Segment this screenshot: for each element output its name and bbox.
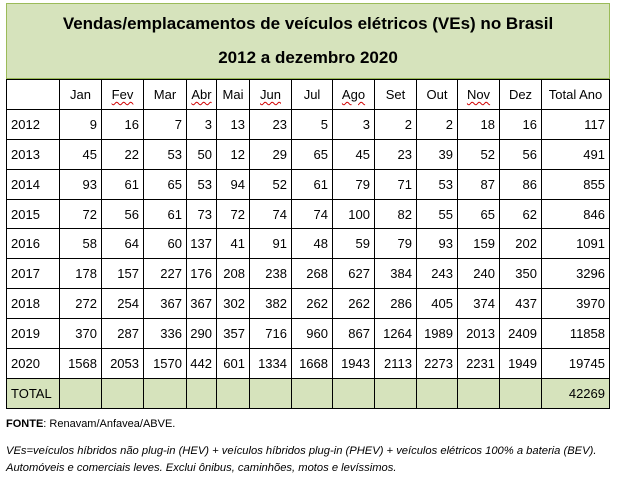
table-cell: 405 <box>417 289 458 319</box>
table-cell: 437 <box>500 289 542 319</box>
table-cell: 59 <box>333 229 375 259</box>
table-cell: 2113 <box>375 349 417 379</box>
table-cell: 357 <box>217 319 250 349</box>
total-cell <box>333 378 375 408</box>
table-cell: 100 <box>333 199 375 229</box>
column-header: Set <box>375 80 417 110</box>
table-row <box>7 109 610 139</box>
year-cell: 2018 <box>7 289 60 319</box>
year-cell: 2016 <box>7 229 60 259</box>
total-cell <box>500 378 542 408</box>
table-cell: 53 <box>144 139 187 169</box>
table-cell: 86 <box>500 169 542 199</box>
table-row <box>7 259 610 289</box>
header-label: Fev <box>111 86 134 102</box>
year-total-cell: 855 <box>542 169 610 199</box>
table-cell: 39 <box>417 139 458 169</box>
table-cell: 2013 <box>458 319 500 349</box>
table-cell: 93 <box>60 169 102 199</box>
total-row <box>7 378 610 408</box>
year-cell: 2013 <box>7 139 60 169</box>
column-header <box>333 80 375 110</box>
table-cell: 52 <box>458 139 500 169</box>
column-header: Dez <box>500 80 542 110</box>
header-label: Jun <box>260 86 281 102</box>
total-cell <box>217 378 250 408</box>
title-line-1: Vendas/emplacamentos de veículos elétricos (VEs) no Brasil <box>62 14 554 33</box>
table-cell: 374 <box>458 289 500 319</box>
year-cell: 2019 <box>7 319 60 349</box>
table-cell: 23 <box>250 109 292 139</box>
table-cell: 1570 <box>144 349 187 379</box>
table-cell: 50 <box>187 139 217 169</box>
table-row <box>7 169 610 199</box>
table-cell: 60 <box>144 229 187 259</box>
table-cell: 1943 <box>333 349 375 379</box>
table-cell: 56 <box>500 139 542 169</box>
grand-total-cell: 42269 <box>542 378 610 408</box>
table-cell: 262 <box>292 289 333 319</box>
source-line <box>6 418 175 430</box>
year-total-cell: 11858 <box>542 319 610 349</box>
total-label: TOTAL <box>7 378 60 408</box>
table-cell: 82 <box>375 199 417 229</box>
table-cell: 2409 <box>500 319 542 349</box>
total-cell <box>187 378 217 408</box>
table-cell: 178 <box>60 259 102 289</box>
total-cell <box>60 378 102 408</box>
table-cell: 56 <box>102 199 144 229</box>
table-cell: 79 <box>375 229 417 259</box>
table-cell: 1264 <box>375 319 417 349</box>
column-header: Out <box>417 80 458 110</box>
year-cell: 2014 <box>7 169 60 199</box>
table-cell: 442 <box>187 349 217 379</box>
table-cell: 262 <box>333 289 375 319</box>
table-cell: 176 <box>187 259 217 289</box>
sales-table <box>6 79 610 409</box>
year-total-cell: 19745 <box>542 349 610 379</box>
table-row <box>7 139 610 169</box>
year-cell: 2015 <box>7 199 60 229</box>
table-cell: 716 <box>250 319 292 349</box>
table-cell: 159 <box>458 229 500 259</box>
total-cell <box>144 378 187 408</box>
table-cell: 1668 <box>292 349 333 379</box>
table-cell: 29 <box>250 139 292 169</box>
column-header: Mar <box>144 80 187 110</box>
table-cell: 41 <box>217 229 250 259</box>
column-header: Mai <box>217 80 250 110</box>
column-header <box>458 80 500 110</box>
table-cell: 2 <box>417 109 458 139</box>
total-cell <box>458 378 500 408</box>
table-cell: 1989 <box>417 319 458 349</box>
table-cell: 65 <box>458 199 500 229</box>
table-cell: 94 <box>217 169 250 199</box>
table-row <box>7 319 610 349</box>
table-cell: 370 <box>60 319 102 349</box>
table-cell: 137 <box>187 229 217 259</box>
table-cell: 61 <box>292 169 333 199</box>
table-cell: 227 <box>144 259 187 289</box>
table-cell: 367 <box>187 289 217 319</box>
table-cell: 350 <box>500 259 542 289</box>
table-cell: 3 <box>333 109 375 139</box>
table-cell: 87 <box>458 169 500 199</box>
table-cell: 73 <box>187 199 217 229</box>
column-header <box>187 80 217 110</box>
table-cell: 367 <box>144 289 187 319</box>
table-cell: 268 <box>292 259 333 289</box>
year-total-cell: 3296 <box>542 259 610 289</box>
year-total-cell: 491 <box>542 139 610 169</box>
table-cell: 290 <box>187 319 217 349</box>
year-total-cell: 1091 <box>542 229 610 259</box>
table-cell: 45 <box>60 139 102 169</box>
total-cell <box>292 378 333 408</box>
table-cell: 93 <box>417 229 458 259</box>
table-cell: 23 <box>375 139 417 169</box>
table-cell: 254 <box>102 289 144 319</box>
year-total-cell: 3970 <box>542 289 610 319</box>
table-cell: 65 <box>144 169 187 199</box>
table-cell: 9 <box>60 109 102 139</box>
table-row <box>7 199 610 229</box>
source-text: : Renavam/Anfavea/ABVE. <box>43 418 176 430</box>
table-cell: 384 <box>375 259 417 289</box>
table-row <box>7 289 610 319</box>
table-cell: 16 <box>102 109 144 139</box>
table-cell: 272 <box>60 289 102 319</box>
table-cell: 287 <box>102 319 144 349</box>
table-cell: 12 <box>217 139 250 169</box>
table-cell: 55 <box>417 199 458 229</box>
table-cell: 53 <box>417 169 458 199</box>
header-label: Ago <box>341 86 366 102</box>
table-cell: 208 <box>217 259 250 289</box>
table-cell: 16 <box>500 109 542 139</box>
table-cell: 336 <box>144 319 187 349</box>
table-cell: 240 <box>458 259 500 289</box>
total-cell <box>417 378 458 408</box>
total-cell <box>102 378 144 408</box>
year-cell: 2017 <box>7 259 60 289</box>
table-cell: 2053 <box>102 349 144 379</box>
total-cell <box>375 378 417 408</box>
table-cell: 62 <box>500 199 542 229</box>
table-cell: 13 <box>217 109 250 139</box>
table-row <box>7 349 610 379</box>
table-cell: 627 <box>333 259 375 289</box>
table-cell: 79 <box>333 169 375 199</box>
year-total-cell: 846 <box>542 199 610 229</box>
table-cell: 243 <box>417 259 458 289</box>
column-header: Jul <box>292 80 333 110</box>
table-cell: 53 <box>187 169 217 199</box>
table-cell: 2273 <box>417 349 458 379</box>
column-header: Total Ano <box>542 80 610 110</box>
table-cell: 72 <box>60 199 102 229</box>
table-cell: 202 <box>500 229 542 259</box>
table-cell: 45 <box>333 139 375 169</box>
table-cell: 61 <box>102 169 144 199</box>
title-line-2: 2012 a dezembro 2020 <box>218 48 398 67</box>
table-cell: 1568 <box>60 349 102 379</box>
source-label: FONTE <box>6 418 44 430</box>
year-cell: 2020 <box>7 349 60 379</box>
table-cell: 867 <box>333 319 375 349</box>
table-cell: 302 <box>217 289 250 319</box>
table-cell: 1334 <box>250 349 292 379</box>
year-total-cell: 117 <box>542 109 610 139</box>
table-cell: 48 <box>292 229 333 259</box>
table-cell: 286 <box>375 289 417 319</box>
table-cell: 238 <box>250 259 292 289</box>
table-cell: 601 <box>217 349 250 379</box>
column-header <box>102 80 144 110</box>
table-row <box>7 229 610 259</box>
total-cell <box>250 378 292 408</box>
table-cell: 382 <box>250 289 292 319</box>
table-cell: 1949 <box>500 349 542 379</box>
column-header <box>250 80 292 110</box>
table-cell: 5 <box>292 109 333 139</box>
table-cell: 74 <box>292 199 333 229</box>
table-cell: 2 <box>375 109 417 139</box>
header-row <box>7 80 610 110</box>
table-cell: 18 <box>458 109 500 139</box>
table-cell: 71 <box>375 169 417 199</box>
table-cell: 65 <box>292 139 333 169</box>
table-cell: 960 <box>292 319 333 349</box>
table-cell: 72 <box>217 199 250 229</box>
table-cell: 157 <box>102 259 144 289</box>
header-corner <box>7 80 60 110</box>
footnote: VEs=veículos híbridos não plug-in (HEV) + veículos híbridos plug-in (PHEV) + veículos elétricos 100% a bateria (BEV). Automóveis e comerciais leves. Exclui ônibus, caminhões, motos e levíssimos. <box>6 445 597 474</box>
table-cell: 2231 <box>458 349 500 379</box>
table-cell: 64 <box>102 229 144 259</box>
table-cell: 61 <box>144 199 187 229</box>
table-cell: 58 <box>60 229 102 259</box>
title-box <box>6 3 610 79</box>
table-cell: 91 <box>250 229 292 259</box>
table-cell: 74 <box>250 199 292 229</box>
year-cell: 2012 <box>7 109 60 139</box>
table-cell: 22 <box>102 139 144 169</box>
table-cell: 3 <box>187 109 217 139</box>
table-cell: 52 <box>250 169 292 199</box>
header-label: Abr <box>191 86 212 102</box>
column-header: Jan <box>60 80 102 110</box>
header-label: Nov <box>466 86 491 102</box>
table-cell: 7 <box>144 109 187 139</box>
